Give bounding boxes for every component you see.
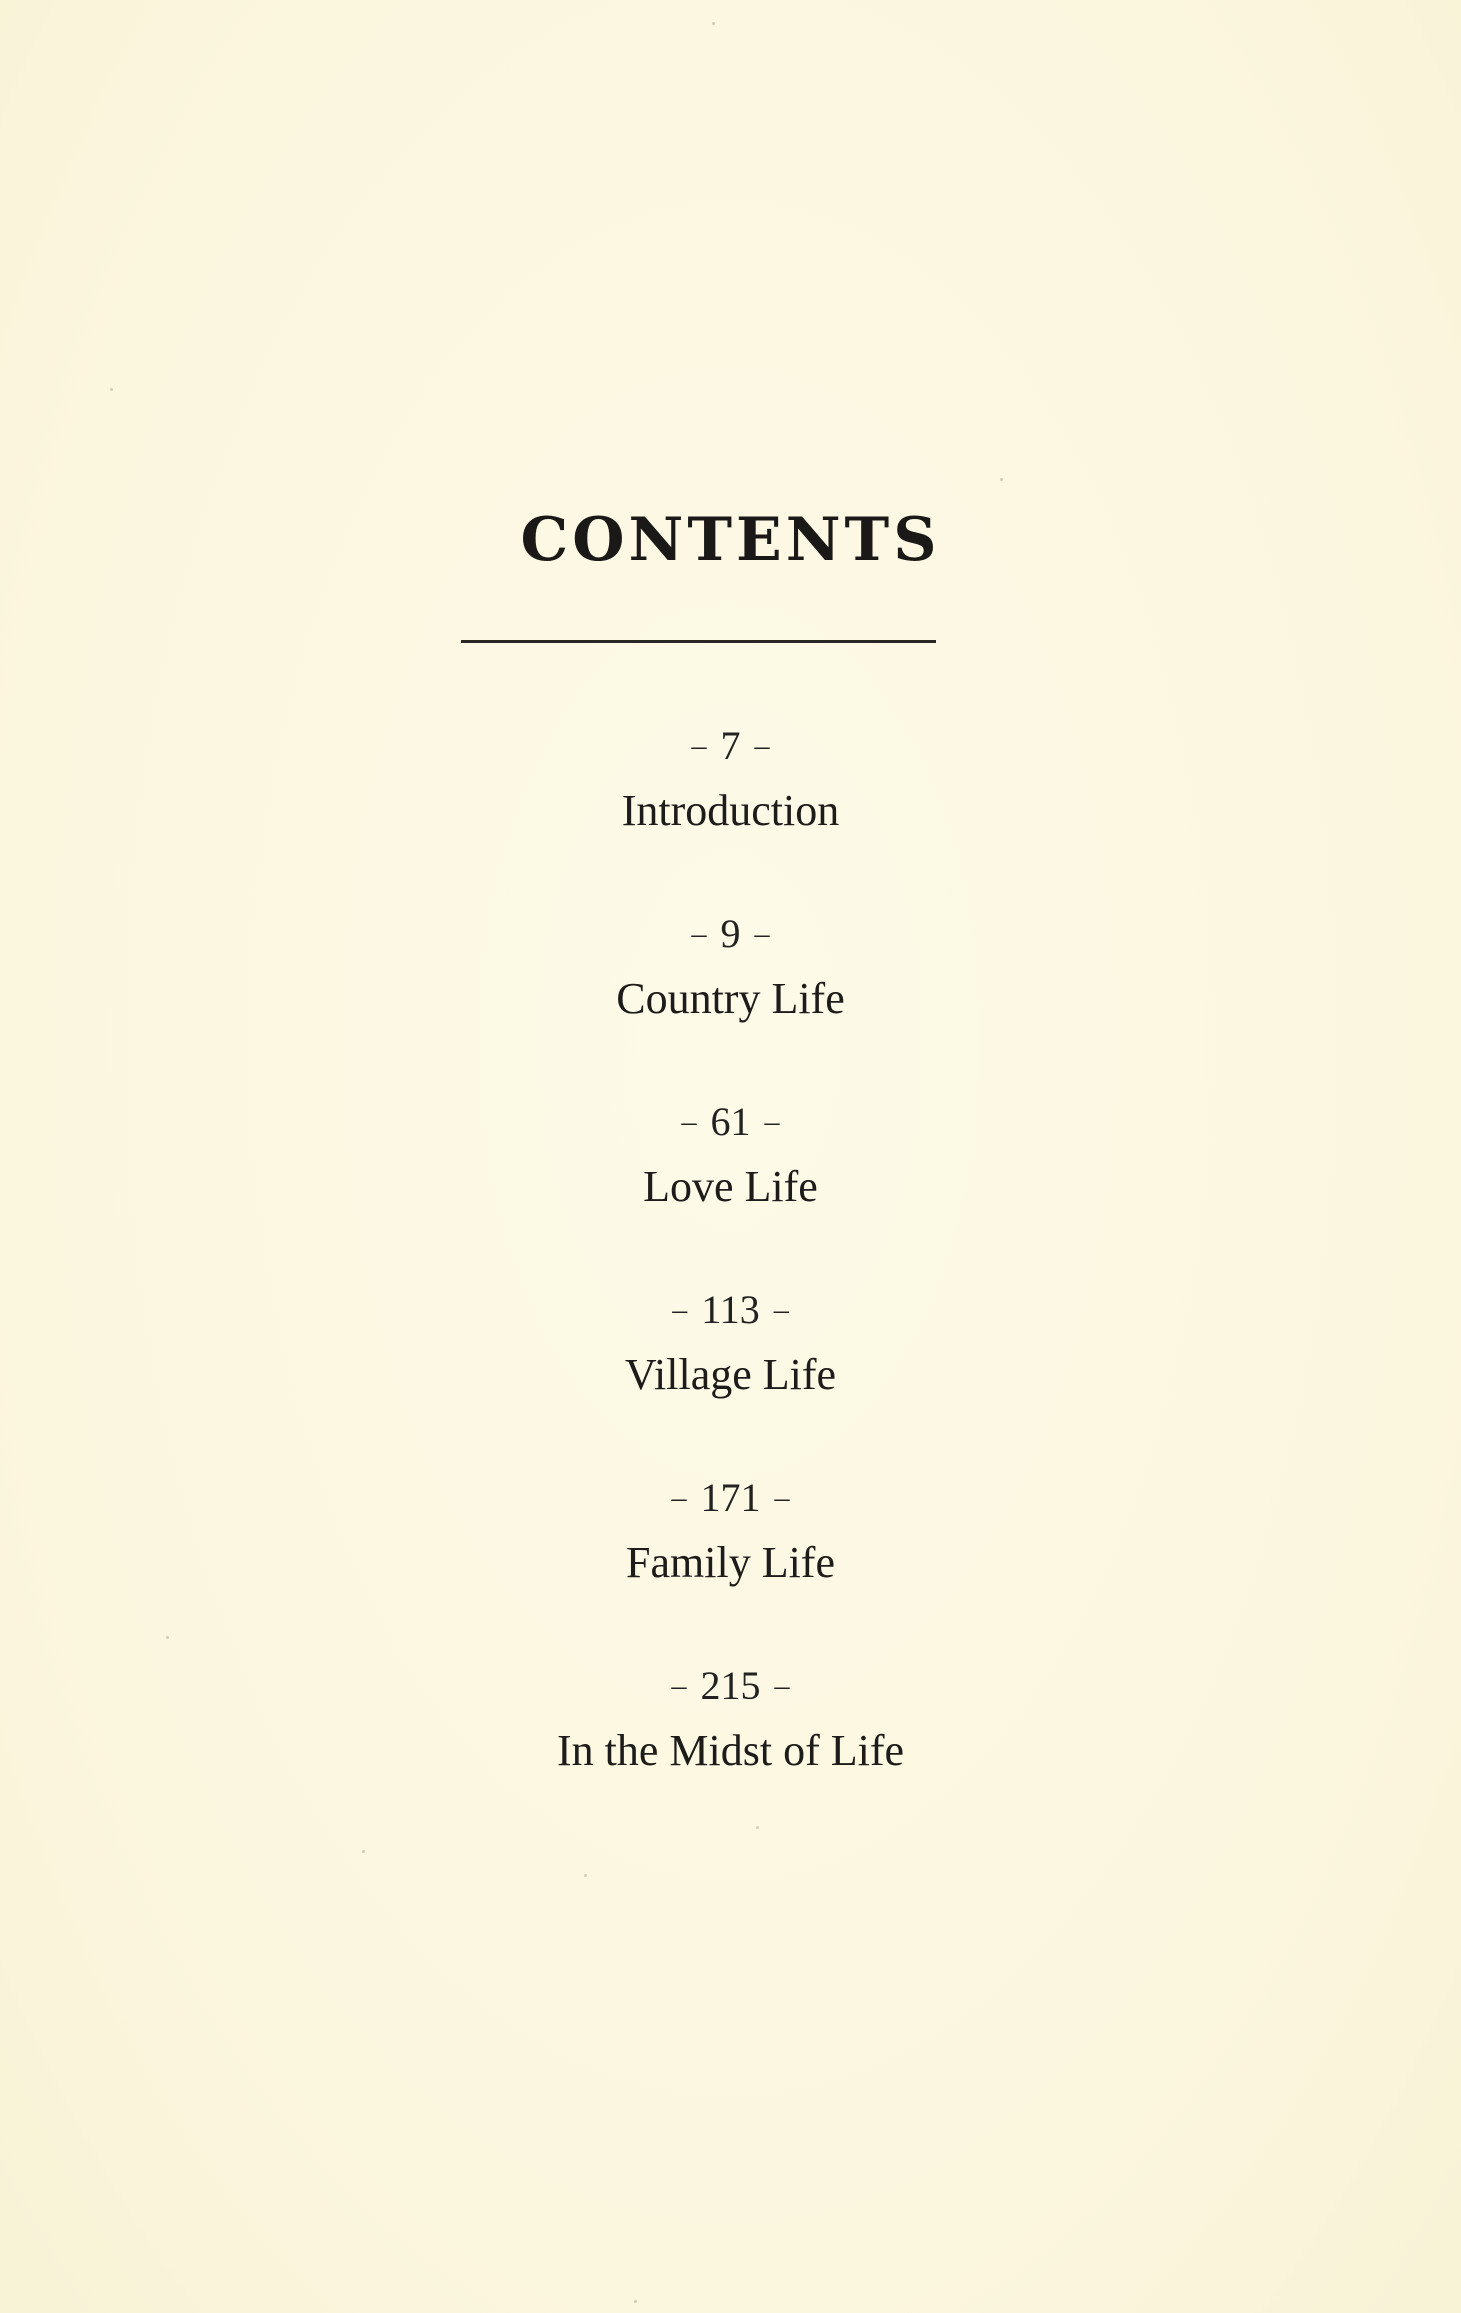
paper-speck — [110, 388, 113, 391]
paper-speck — [634, 2300, 637, 2303]
toc-page-number — [0, 1286, 1461, 1334]
dash-left: – — [681, 1105, 697, 1138]
toc-page-number — [0, 1098, 1461, 1146]
toc-section-title: Country Life — [616, 974, 845, 1023]
toc-entry-family-life[interactable] — [0, 1474, 1461, 1590]
toc-page-number — [0, 1662, 1461, 1710]
dash-left: – — [672, 1293, 688, 1326]
dash-right: – — [773, 1293, 789, 1326]
toc-entry-village-life[interactable] — [0, 1286, 1461, 1402]
page-number-value: 61 — [710, 1099, 751, 1144]
toc-entry-introduction[interactable] — [0, 722, 1461, 838]
page-title: CONTENTS — [520, 505, 941, 575]
toc-page-number — [0, 1474, 1461, 1522]
toc-entry-in-the-midst-of-life[interactable] — [0, 1662, 1461, 1778]
dash-right: – — [754, 917, 770, 950]
toc-section-title: Family Life — [626, 1538, 835, 1587]
paper-speck — [756, 1826, 759, 1829]
dash-left: – — [691, 917, 707, 950]
page-number-value: 113 — [701, 1287, 760, 1332]
dash-right: – — [774, 1481, 790, 1514]
toc-section-title: Love Life — [643, 1162, 818, 1211]
toc-section-title: In the Midst of Life — [556, 1726, 905, 1775]
dash-left: – — [691, 729, 707, 762]
page-number-value: 171 — [700, 1475, 761, 1520]
toc-page-number — [0, 910, 1461, 958]
toc-entry-love-life[interactable] — [0, 1098, 1461, 1214]
paper-speck — [166, 1636, 169, 1639]
toc-section-title: Introduction — [621, 786, 840, 835]
dash-left: – — [671, 1481, 687, 1514]
paper-speck — [584, 1874, 587, 1877]
paper-speck — [1000, 478, 1003, 481]
toc-entry-country-life[interactable] — [0, 910, 1461, 1026]
paper-speck — [362, 1850, 365, 1853]
dash-right: – — [764, 1105, 780, 1138]
paper-speck — [712, 22, 715, 25]
toc-section-title: Village Life — [624, 1350, 837, 1399]
page-number-value: 9 — [720, 911, 741, 956]
dash-right: – — [774, 1669, 790, 1702]
page-number-value: 7 — [720, 723, 741, 768]
page-number-value: 215 — [700, 1663, 761, 1708]
dash-left: – — [671, 1669, 687, 1702]
title-divider — [461, 640, 936, 643]
toc-page-number — [0, 722, 1461, 770]
dash-right: – — [754, 729, 770, 762]
